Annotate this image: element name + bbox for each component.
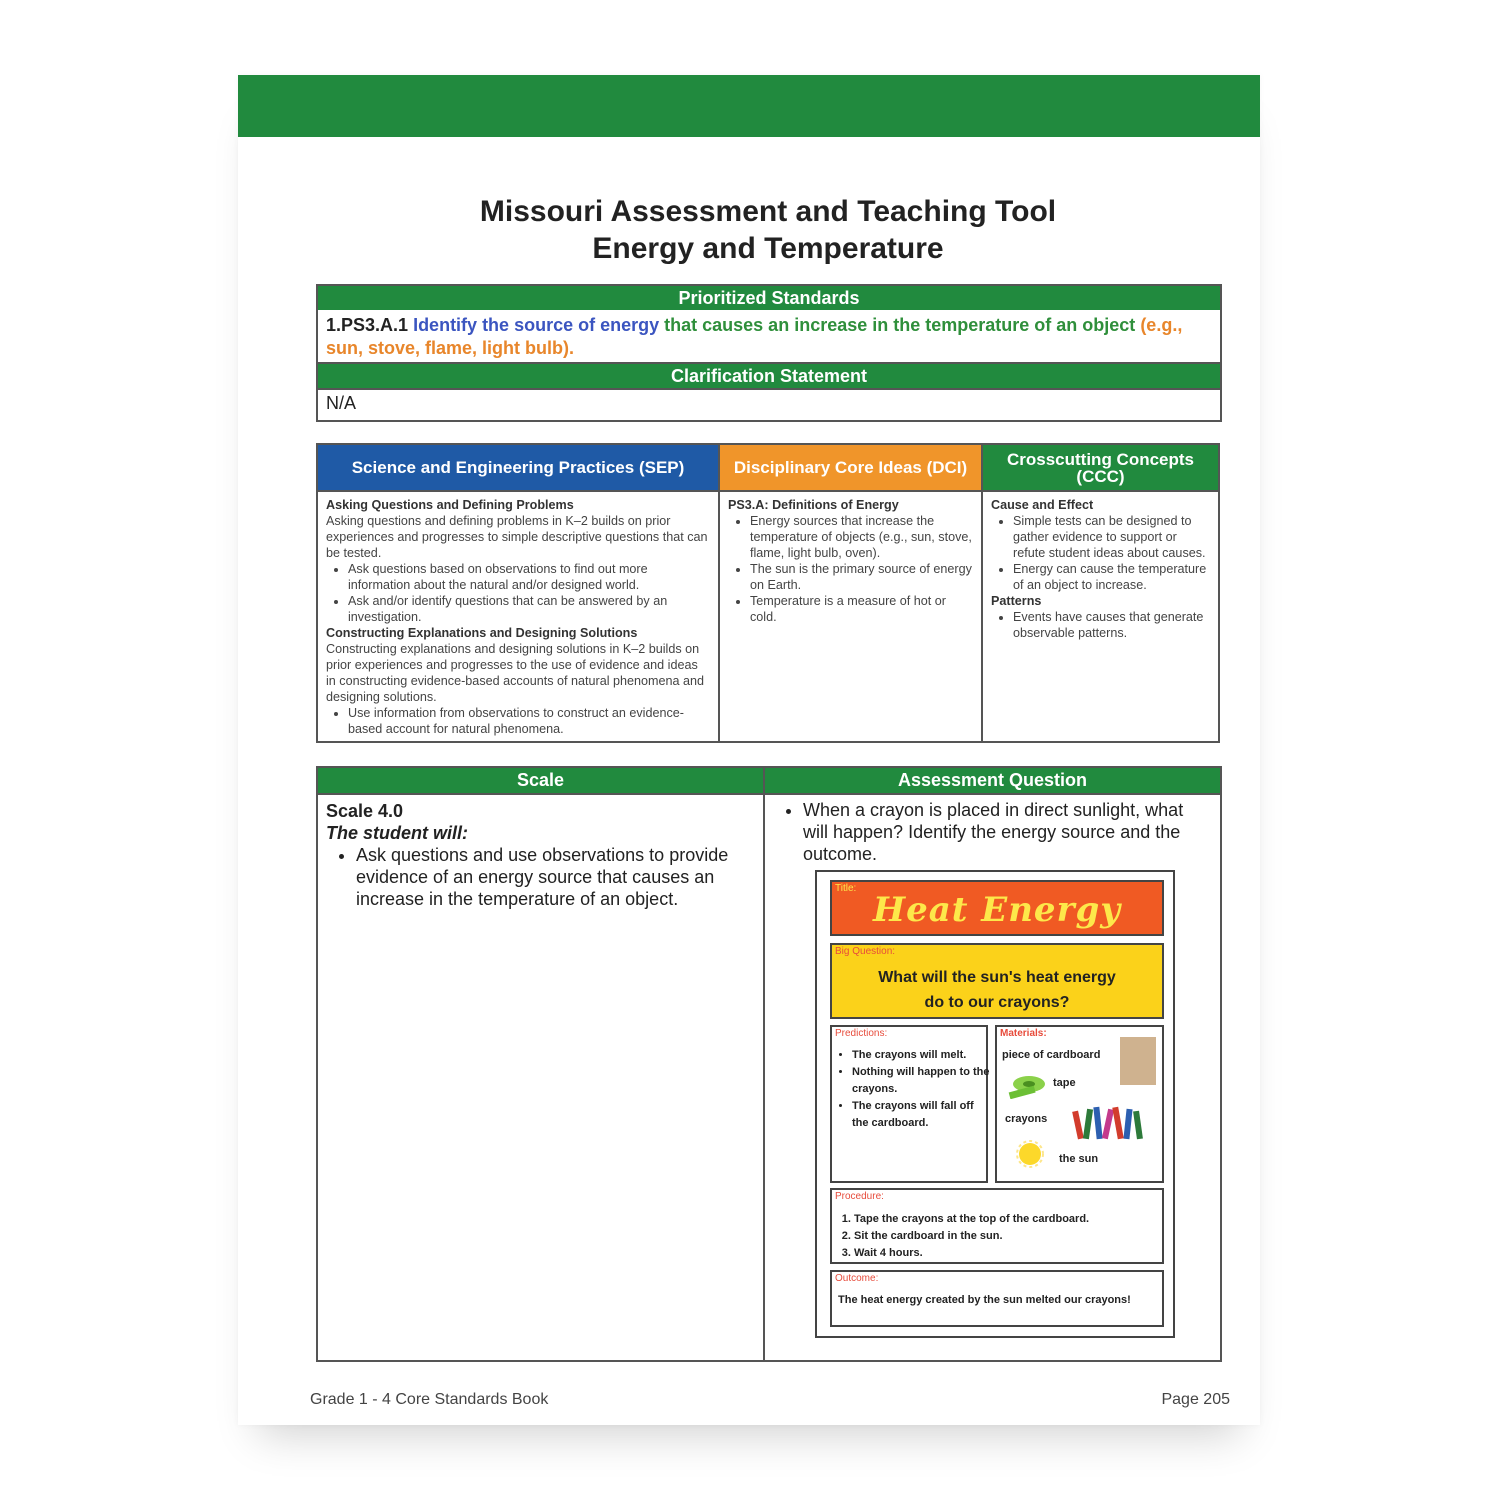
ccc-header: Crosscutting Concepts (CCC): [983, 445, 1218, 492]
standards-table: [316, 284, 1222, 422]
footer-page-number: Page 205: [1161, 1391, 1230, 1408]
poster-materials-box: Materials: piece of cardboard tape crayons the sun: [995, 1025, 1164, 1183]
poster-title: Heat Energy: [872, 890, 1122, 930]
cardboard-icon: [1120, 1037, 1156, 1085]
poster-title-box: Title: Heat Energy: [830, 880, 1164, 936]
tape-icon: [1007, 1073, 1049, 1099]
standard-code: 1.PS3.A.1: [326, 315, 409, 335]
ccc-column: Crosscutting Concepts (CCC) Cause and Effect • Simple tests can be designed to gather evidence to support or refute student ideas about causes. • Energy can cause the temperature of an object to increase. Patterns • Events have causes that generate observable patterns.: [983, 445, 1218, 741]
scale-header: Scale: [318, 768, 763, 795]
standards-header: Prioritized Standards: [318, 286, 1220, 310]
assessment-question: • When a crayon is placed in direct sunlight, what will happen? Identify the energy source and the outcome.: [803, 799, 1212, 865]
assessment-header: Assessment Question: [765, 768, 1220, 795]
clarification-header: Clarification Statement: [318, 364, 1220, 390]
footer-book-title: Grade 1 - 4 Core Standards Book: [310, 1391, 549, 1408]
scale-item: • Ask questions and use observations to provide evidence of an energy source that causes an increase in the temperature of an object.: [356, 844, 755, 910]
scale-column: [318, 768, 765, 1360]
dci-column: Disciplinary Core Ideas (DCI) PS3.A: Definitions of Energy • Energy sources that increase the temperature of objects (e.g., sun, stove, flame, light bulb, oven). • The sun is the primary source of energy on Earth. • Temperature is a measure of hot or cold.: [720, 445, 983, 741]
assessment-column: [765, 768, 1220, 1360]
page-title: Missouri Assessment and Teaching Tool Energy and Temperature: [479, 195, 1057, 265]
scale-assessment-table: [316, 766, 1222, 1362]
poster-outcome-box: Outcome: The heat energy created by the sun melted our crayons!: [830, 1270, 1164, 1327]
clarification-text: N/A: [326, 393, 357, 413]
scale-level: Scale 4.0: [326, 801, 404, 821]
header-bar: [238, 75, 1260, 137]
poster-predictions-box: Predictions: • The crayons will melt. • Nothing will happen to the crayons. • The crayons will fall off the cardboard.: [830, 1025, 988, 1183]
document-page: [238, 75, 1260, 1425]
sep-header: Science and Engineering Practices (SEP): [318, 445, 718, 492]
poster-procedure-box: Procedure: 1. Tape the crayons at the top of the cardboard. 2. Sit the cardboard in the sun. 3. Wait 4 hours.: [830, 1188, 1164, 1264]
crayons-icon: [1071, 1103, 1151, 1143]
sep-column: Science and Engineering Practices (SEP) Asking Questions and Defining Problems Asking questions and defining problems in K–2 builds on prior experiences and progresses to simple descriptive questions that can be tested. • Ask questions based on observations to find out more information about the natural and/or designed world. • Ask and/or identify questions that can be answered by an investigation. Constructing Explanations and Designing Solutions Constructing explanations and designing solutions in K–2 builds on prior experiences and progresses to the use of evidence and ideas in constructing evidence-based accounts of natural phenomena and designing solutions. • Use information from observations to construct an evidence-based account for natural phenomena.: [318, 445, 720, 741]
heat-energy-poster: [815, 870, 1175, 1338]
poster-question-box: Big Question: What will the sun's heat energy do to our crayons?: [830, 943, 1164, 1019]
dci-header: Disciplinary Core Ideas (DCI): [720, 445, 981, 492]
sun-icon: [1015, 1139, 1045, 1169]
dimensions-table: [316, 443, 1220, 743]
scale-intro: The student will:: [326, 823, 468, 843]
standard-text: 1.PS3.A.1 Identify the source of energy that causes an increase in the temperature of an object (e.g., sun, stove, flame, light bulb).: [318, 310, 1220, 364]
